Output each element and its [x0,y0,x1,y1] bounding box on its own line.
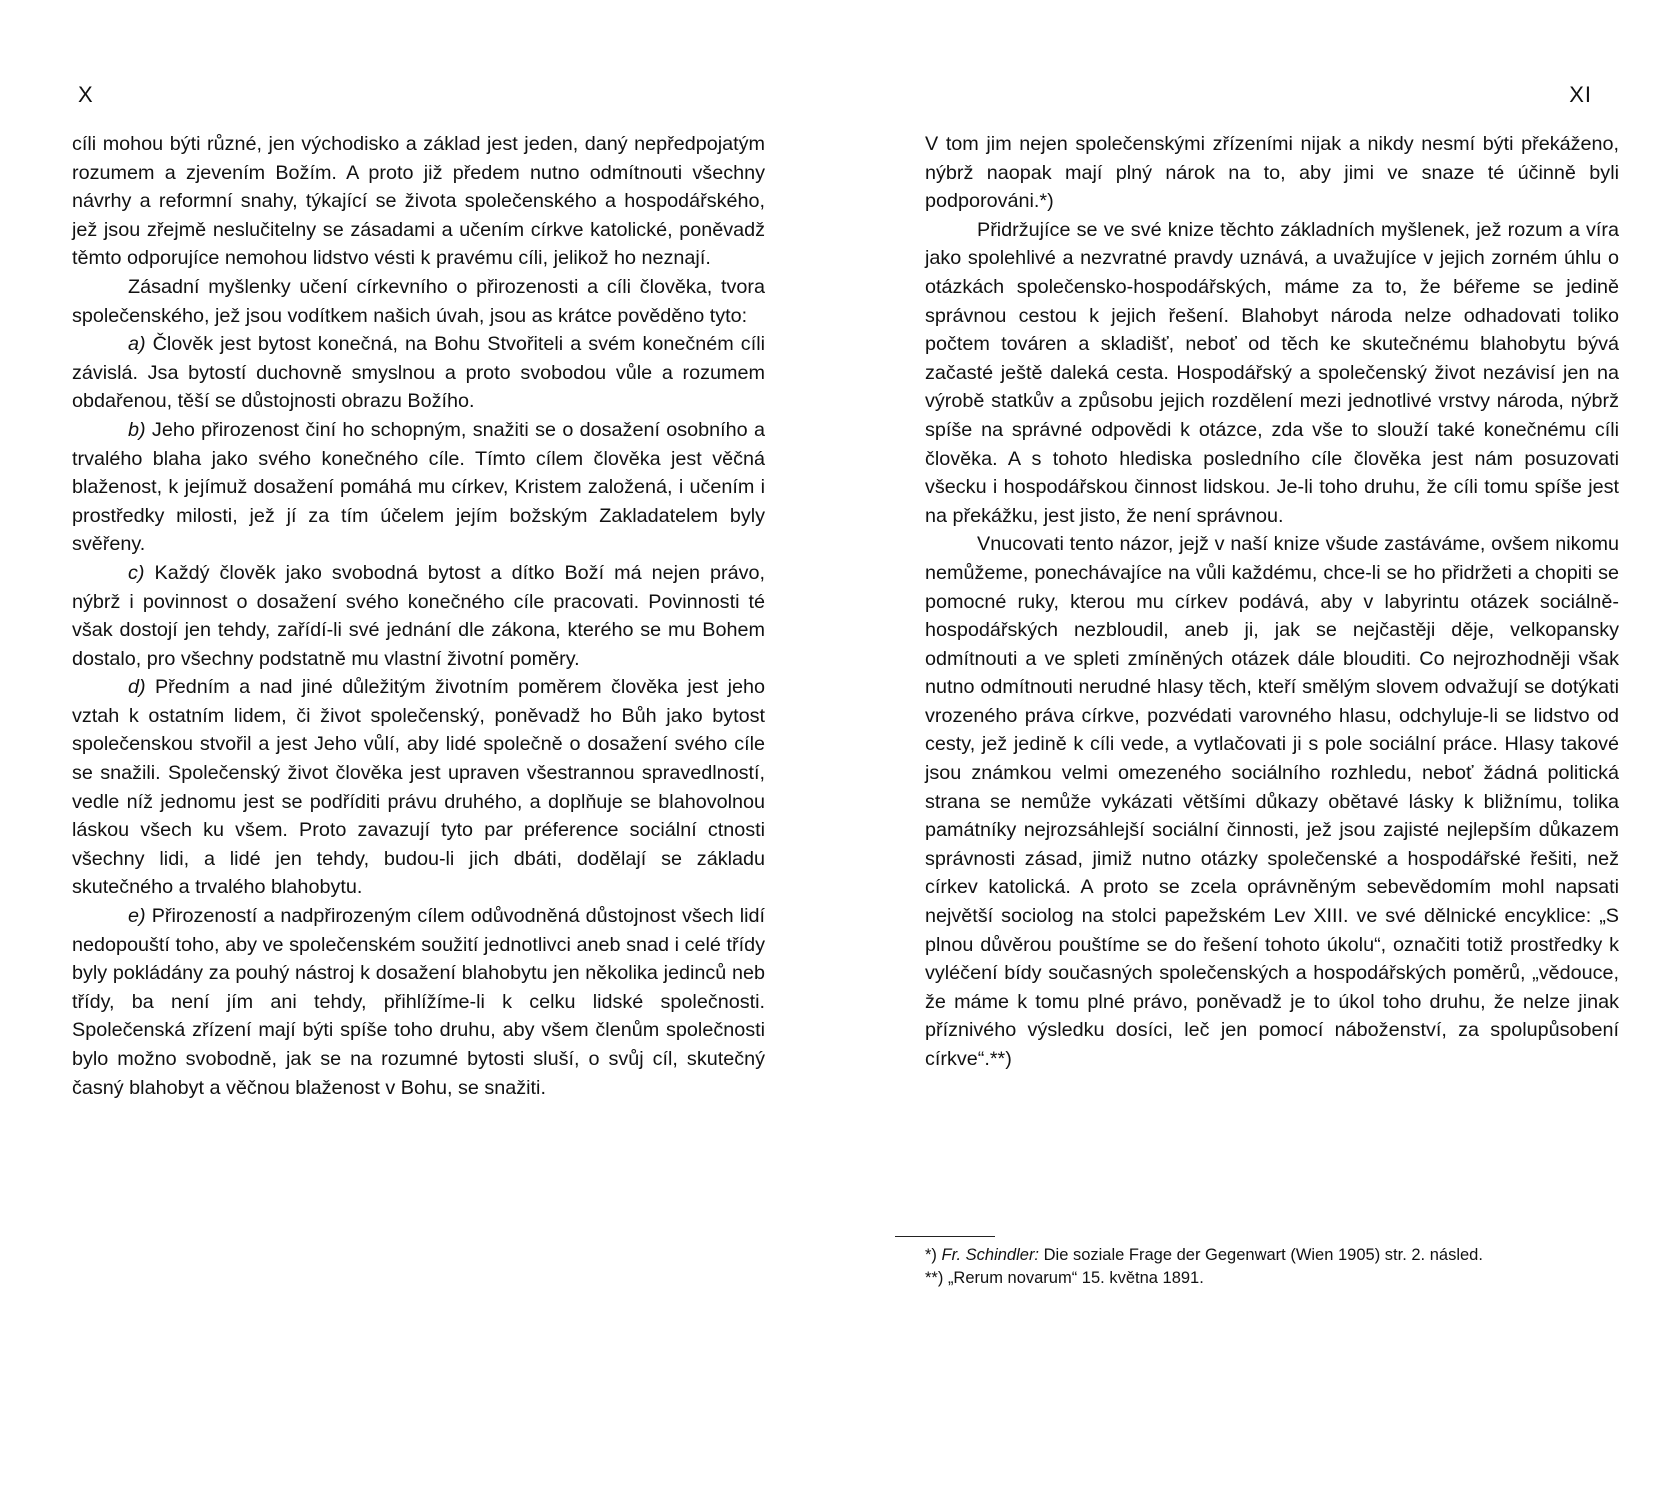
footnote-marker: **) [925,1269,944,1287]
footnote-divider [895,1236,995,1237]
list-item-text: Předním a nad jiné důležitým životním poměrem člověka jest jeho vztah k ostatním lidem, či život společenský, poněvadž ho Bůh jako bytost společenskou stvořil a jest Jeho vůlí, aby lidé společně o dosažení svého cíle se snažili. Společenský život člověka jest upraven všestrannou spravedlností, vedle níž jednomu jest se podříditi právu druhého, a doplňuje se blahovolnou láskou všech ku všem. Proto zavazují tyto par préference sociální ctnosti všechny lidi, a lidé jen tehdy, budou-li jich dbáti, dodělají se základu skutečného a trvalého blahobytu. [72,676,765,899]
paragraph: V tom jim nejen společenskými zřízeními nijak a nikdy nesmí býti překáženo, nýbrž naopak mají plný nárok na to, aby jimi ve snaze té účinně byli podporováni.*) [925,133,1619,213]
footnote-text: „Rerum novarum“ 15. května 1891. [947,1269,1204,1287]
paragraph: cíli mohou býti různé, jen východisko a základ jest jeden, daný nepředpojatým rozumem a zjevením Božím. A proto již předem nutno odmítnouti všechny návrhy a reformní snahy, týkající se života společenského a hospodářského, jež jsou zřejmě neslučitelny se zásadami a učením církve katolické, poněvadž těmto odporujíce nemohou lidstvo vésti k pravému cíli, jelikož ho neznají. [72,133,765,270]
footnote [925,1268,1619,1289]
left-page-text [72,130,765,1102]
right-page-text [925,130,1619,1074]
list-item-text: Jeho přirozenost činí ho schopným, snažiti se o dosažení osobního a trvalého blaha jako svého konečného cíle. Tímto cílem člověka jest věčná blaženost, k jejímuž dosažení pomáhá mu církev, Kristem založená, i učením i prostředky milosti, jež jí za tím účelem jejím božským Zakladatelem byly svěřeny. [72,418,765,556]
footnote-author: Fr. Schindler: [941,1246,1040,1264]
list-marker: c) [128,561,145,584]
list-item-e [72,902,765,1102]
list-item-text: Přirozeností a nadpřirozeným cílem odůvodněná důstojnost všech lidí nedopouští toho, aby ve společenském soužití jednotlivci aneb snad i celé třídy byly pokládány za pouhý nástroj k dosažení blahobytu jen několika jedinců neb třídy, ba není jím ani tehdy, přihlížíme-li k celku lidské společnosti. Společenská zřízení mají býti spíše toho druhu, aby všem členům společnosti bylo možno svobodně, jak se na rozumné bytosti sluší, o svůj cíl, skutečný časný blahobyt a věčnou blaženost v Bohu, se snažiti. [72,905,765,1099]
page-number: XI [1569,82,1592,107]
list-item-text: Každý člověk jako svobodná bytost a dítko Boží má nejen právo, nýbrž i povinnost o dosažení svého konečného cíle pracovati. Povinnosti té však dostojí jen tehdy, zařídí-li své jednání dle zákona, kterého se mu Bohem dostalo, pro všechny podstatně mu vlastní životní poměry. [72,561,765,670]
list-marker: e) [128,905,146,928]
paragraph: Vnucovati tento názor, jejž v naší knize všude zastáváme, ovšem nikomu nemůžeme, ponechávajíce na vůli každému, chce-li se ho přidržeti a chopiti se pomocné ruky, kterou mu církev podává, aby v labyrintu otázek sociálně-hospodářských nezbloudil, aneb ji, jak se nejčastěji děje, velkopansky odmítnouti a ve spleti zmíněných otázek dále blouditi. Co nejrozhodněji však nutno odmítnouti nerudné hlasy těch, kteří smělým slovem odvažují se dotýkati vrozeného práva církve, pozvédati varovného hlasu, odchyluje-li se lidstvo od cesty, jež jedině k cíli vede, a vytlačovati ji s pole sociální práce. Hlasy takové jsou známkou velmi omezeného sociálního rozhledu, neboť žádná politická strana se nemůže vykázati většími důkazy obětavé lásky k bližnímu, tolika památníky nejrozsáhlejší sociální činnosti, jež jsou zajisté nejlepším důkazem správnosti zásad, jimiž nutno otázky společenské a hospodářské řešiti, než církev katolická. A proto se zcela oprávněným sebevědomím mohl napsati největší sociolog na stolci papežském Lev XIII. ve své dělnické encyklice: „S plnou důvěrou pouštíme se do řešení tohoto úkolu“, označiti totiž prostředky k vyléčení bídy současných společenských a hospodářských poměrů, „vědouce, že máme k tomu plné právo, poněvadž je to úkol toho druhu, že nelze jinak příznivého výsledku dosíci, leč jen pomocí náboženství, za spolupůsobení církve“.**) [925,533,1619,1070]
footnotes [925,1245,1619,1289]
list-marker: d) [128,676,146,699]
page-number: X [78,82,94,107]
paragraph: Zásadní myšlenky učení církevního o přirozenosti a cíli člověka, tvora společenského, jež jsou vodítkem našich úvah, jsou as krátce pověděno tyto: [72,275,765,327]
footnote [925,1245,1619,1266]
footnote-marker: *) [925,1246,937,1264]
list-marker: a) [128,333,146,356]
list-item-a [72,330,765,416]
list-item-text: Člověk jest bytost konečná, na Bohu Stvořiteli a svém konečném cíli závislá. Jsa bytostí duchovně smyslnou a proto svobodou vůle a rozumem obdařenou, těší se důstojnosti obrazu Božího. [72,333,765,413]
list-item-c [72,559,765,673]
footnote-text: Die soziale Frage der Gegenwart (Wien 1905) str. 2. násled. [1043,1246,1483,1264]
paragraph: Přidržujíce se ve své knize těchto základních myšlenek, jež rozum a víra jako spolehlivé a nezvratné pravdy uznává, a uvažujíce v jejich zorném úhlu o otázkách společensko-hospodářských, máme za to, že béřeme se jedině správnou cestou k jejich řešení. Blahobyt národa nelze odhadovati toliko počtem továren a skladišť, neboť od těch ke skutečnému blahobytu bývá začasté ještě daleká cesta. Hospodářský a společenský život nezávisí jen na výrobě statkův a způsobu jejich rozdělení mezi jednotlivé vrstvy národa, nýbrž spíše na správné odpovědi k otázce, zda vše to slouží také konečnému cíli člověka. A s tohoto hlediska posledního cíle člověka jest nám posuzovati všecku i hospodářskou činnost lidskou. Je-li toho druhu, že cíli tomu spíše jest na překážku, jest jisto, že není správnou. [925,218,1619,527]
list-marker: b) [128,418,146,441]
list-item-b [72,416,765,559]
list-item-d [72,673,765,902]
